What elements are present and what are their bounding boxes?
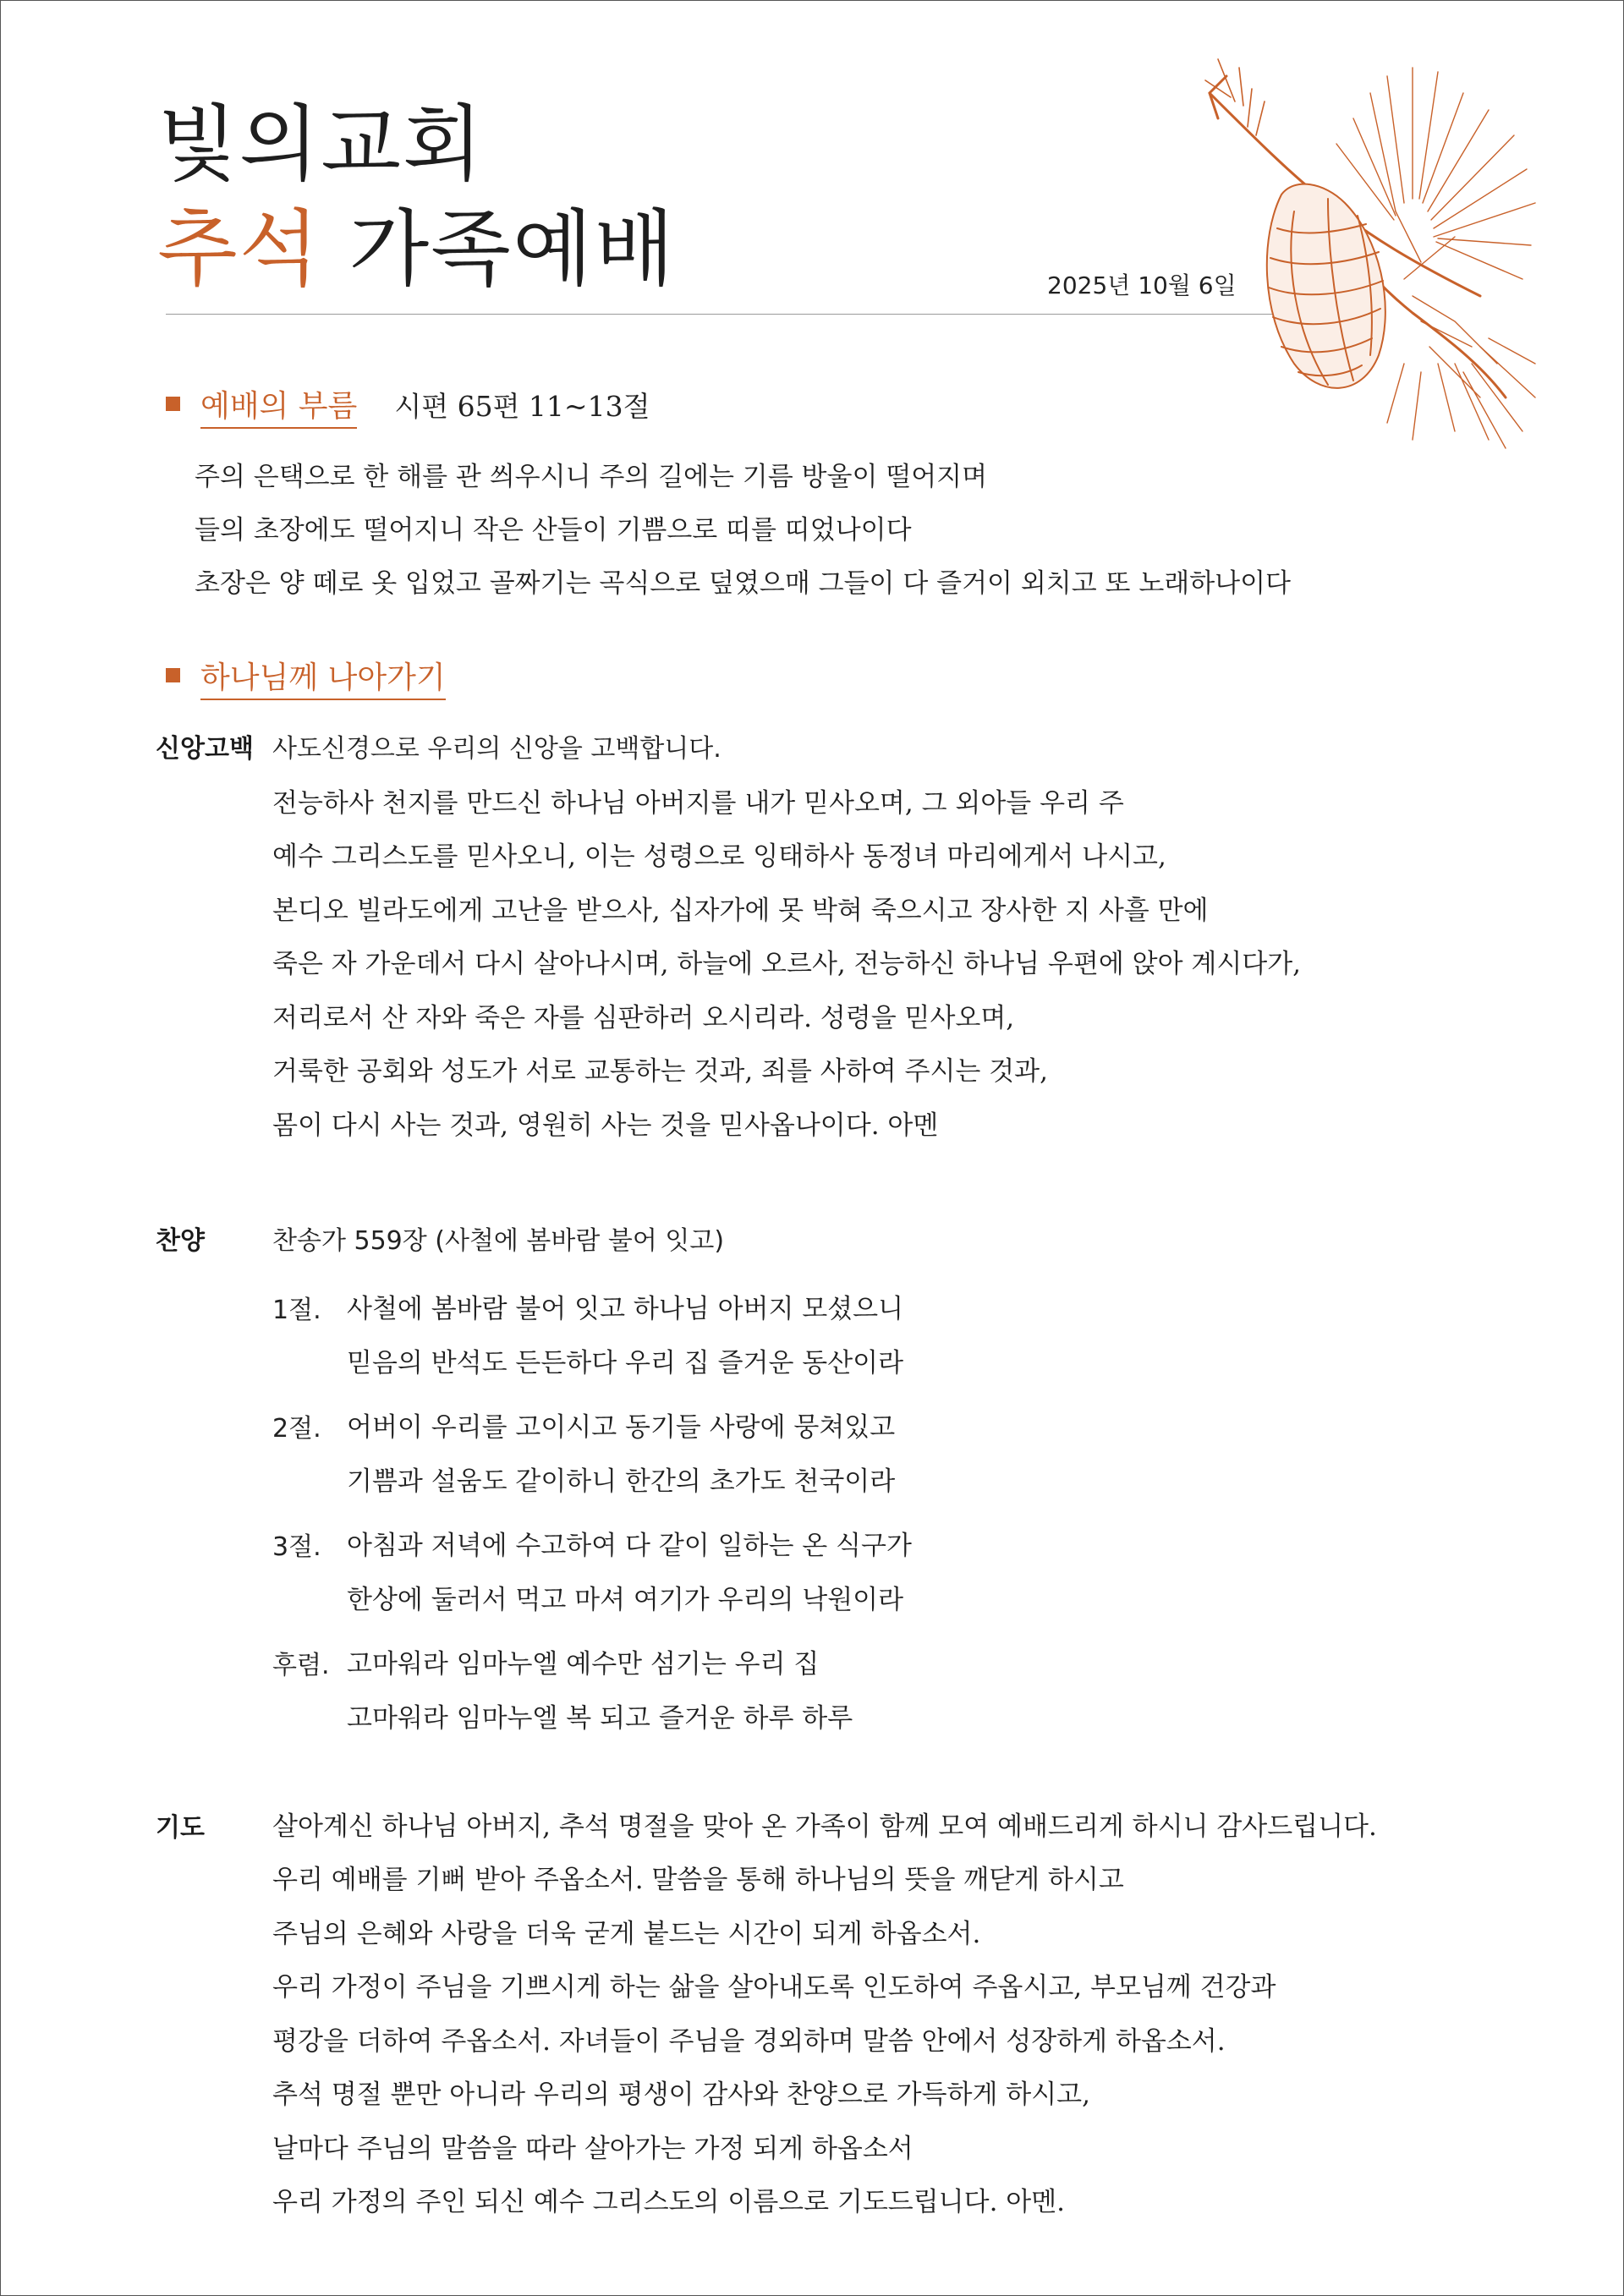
- creed-label: 신앙고백: [156, 734, 254, 764]
- square-bullet-icon: [166, 668, 180, 682]
- verse-line: 사철에 봄바람 불어 잇고 하나님 아버지 모셨으니: [347, 1294, 904, 1324]
- creed-line: 몸이 다시 사는 것과, 영원히 사는 것을 믿사옵나이다. 아멘: [272, 1110, 939, 1141]
- pine-branch-illustration: [1201, 42, 1539, 465]
- verse-line: 기쁨과 설움도 같이하니 한간의 초가도 천국이라: [347, 1466, 896, 1497]
- prayer-line: 우리 예배를 기뻐 받아 주옵소서. 말씀을 통해 하나님의 뜻을 깨닫게 하시고: [272, 1865, 1124, 1895]
- service-title: [157, 183, 676, 302]
- scripture-reference: 시편 65편 11~13절: [394, 390, 650, 423]
- church-name: 빛의교회: [157, 96, 485, 193]
- prayer-line: 추석 명절 뿐만 아니라 우리의 평생이 감사와 찬양으로 가득하게 하시고,: [272, 2080, 1090, 2110]
- prayer-line: 주님의 은혜와 사랑을 더욱 굳게 붙드는 시간이 되게 하옵소서.: [272, 1919, 981, 1949]
- verse-line: 고마워라 임마누엘 예수만 섬기는 우리 집: [347, 1649, 820, 1680]
- prayer-line: 살아계신 하나님 아버지, 추석 명절을 맞아 온 가족이 함께 모여 예배드리게 하시니 감사드립니다.: [272, 1811, 1377, 1842]
- section-title: 예배의 부름: [200, 382, 357, 429]
- verse-line: 믿음의 반석도 든든하다 우리 집 즐거운 동산이라: [347, 1348, 904, 1378]
- section-approach-heading: [166, 654, 446, 700]
- creed-line: 거룩한 공회와 성도가 서로 교통하는 것과, 죄를 사하여 주시는 것과,: [272, 1056, 1048, 1087]
- creed-intro: 사도신경으로 우리의 신앙을 고백합니다.: [272, 734, 721, 764]
- header-divider: [166, 314, 1291, 315]
- square-bullet-icon: [166, 397, 180, 411]
- call-line: 들의 초장에도 떨어지니 작은 산들이 기쁨으로 띠를 띠었나이다: [195, 515, 912, 545]
- prayer-line: 평강을 더하여 주옵소서. 자녀들이 주님을 경외하며 말씀 안에서 성장하게 하옵소서.: [272, 2026, 1226, 2057]
- prayer-line: 우리 가정이 주님을 기쁘시게 하는 삶을 살아내도록 인도하여 주옵시고, 부모님께 건강과: [272, 1972, 1276, 2003]
- verse-number: 3절.: [272, 1532, 321, 1562]
- prayer-line: 우리 가정의 주인 되신 예수 그리스도의 이름으로 기도드립니다. 아멘.: [272, 2187, 1066, 2217]
- creed-line: 죽은 자 가운데서 다시 살아나시며, 하늘에 오르사, 전능하신 하나님 우편에 앉아 계시다가,: [272, 949, 1302, 979]
- verse-line: 아침과 저녁에 수고하여 다 같이 일하는 온 식구가: [347, 1531, 912, 1561]
- verse-number: 1절.: [272, 1296, 321, 1325]
- service-title-rest: 가족예배: [348, 201, 677, 298]
- call-line: 초장은 양 떼로 옷 입었고 골짜기는 곡식으로 덮였으매 그들이 다 즐거이 외치고 또 노래하나이다: [195, 568, 1291, 599]
- verse-line: 한상에 둘러서 먹고 마셔 여기가 우리의 낙원이라: [347, 1585, 904, 1615]
- creed-line: 예수 그리스도를 믿사오니, 이는 성령으로 잉태하사 동정녀 마리에게서 나시고,: [272, 841, 1166, 872]
- verse-line: 고마워라 임마누엘 복 되고 즐거운 하루 하루: [347, 1703, 853, 1734]
- prayer-label: 기도: [156, 1813, 205, 1843]
- creed-line: 저리로서 산 자와 죽은 자를 심판하러 오시리라. 성령을 믿사오며,: [272, 1003, 1015, 1033]
- prayer-line: 날마다 주님의 말씀을 따라 살아가는 가정 되게 하옵소서: [272, 2134, 914, 2164]
- verse-number: 후렴.: [272, 1651, 330, 1680]
- verse-line: 어버이 우리를 고이시고 동기들 사랑에 뭉쳐있고: [347, 1412, 896, 1443]
- service-date: 2025년 10월 6일: [1047, 271, 1237, 299]
- verse-number: 2절.: [272, 1414, 321, 1444]
- creed-line: 전능하사 천지를 만드신 하나님 아버지를 내가 믿사오며, 그 외아들 우리 주: [272, 788, 1124, 819]
- hymn-label: 찬양: [156, 1226, 205, 1256]
- service-title-accent: 추석: [157, 201, 321, 298]
- section-call-to-worship-heading: [166, 382, 650, 429]
- section-title: 하나님께 나아가기: [200, 654, 446, 700]
- pine-cone: [1267, 184, 1385, 388]
- call-line: 주의 은택으로 한 해를 관 씌우시니 주의 길에는 기름 방울이 떨어지며: [195, 462, 988, 492]
- creed-line: 본디오 빌라도에게 고난을 받으사, 십자가에 못 박혀 죽으시고 장사한 지 사흘 만에: [272, 896, 1209, 926]
- hymn-title: 찬송가 559장 (사철에 봄바람 불어 잇고): [272, 1226, 725, 1256]
